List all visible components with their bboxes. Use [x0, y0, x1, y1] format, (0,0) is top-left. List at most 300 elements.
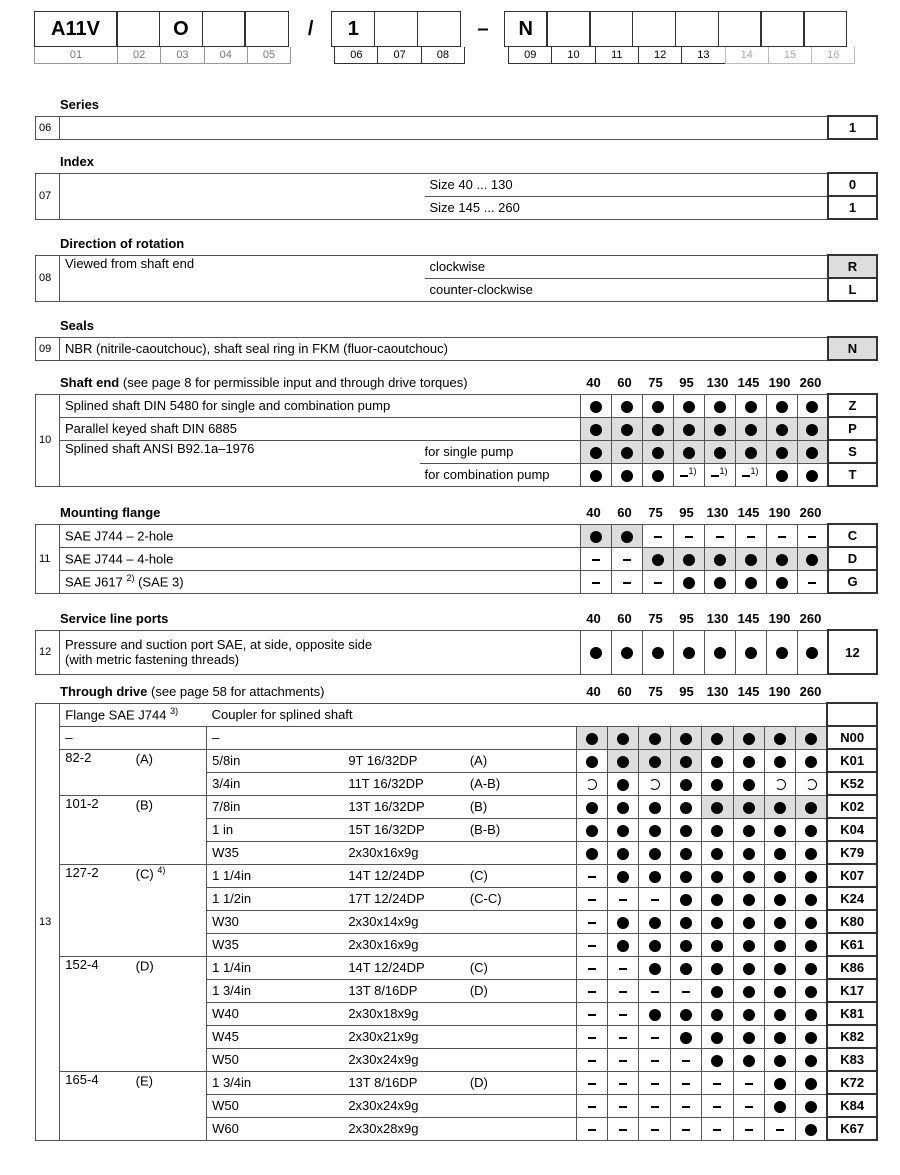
shaft-end-label: Splined shaft ANSI B92.1a–1976 [60, 440, 420, 486]
size-label: 75 [648, 505, 663, 520]
type-code-positions [35, 47, 855, 64]
coupler-spec: 17T 12/24DP [343, 887, 465, 910]
available-dot-icon [649, 963, 661, 975]
mark-cell [766, 570, 797, 593]
mark-cell [639, 1048, 670, 1071]
not-available-dash-icon [745, 1106, 753, 1108]
available-dot-icon [805, 894, 817, 906]
available-dot-icon [711, 779, 723, 791]
available-dot-icon [649, 733, 661, 745]
through-drive-code: K83 [827, 1048, 877, 1071]
available-dot-icon [774, 1055, 786, 1067]
type-code-cell [632, 11, 676, 47]
shaft-end-code: S [828, 440, 877, 463]
not-available-dash-icon [651, 1129, 659, 1131]
available-dot-icon [714, 424, 726, 436]
coupler-class [465, 1117, 576, 1140]
available-dot-icon [743, 940, 755, 952]
available-dot-icon [649, 917, 661, 929]
size-label: 95 [679, 684, 694, 699]
available-dot-icon [652, 401, 664, 413]
available-dot-icon [805, 825, 817, 837]
mark-cell [642, 463, 673, 486]
mark-cell [608, 1025, 639, 1048]
mounting-flange-row [36, 570, 878, 593]
available-dot-icon [680, 756, 692, 768]
available-dot-icon [774, 871, 786, 883]
mark-cell [766, 463, 797, 486]
mark-cell [670, 795, 701, 818]
row-index: 11 [36, 524, 60, 593]
coupler-spec: 2x30x28x9g [343, 1117, 465, 1140]
coupler-class: (A-B) [465, 772, 576, 795]
type-code-position: 11 [595, 47, 639, 64]
mark-cell [702, 772, 733, 795]
mark-cell [639, 772, 670, 795]
available-dot-icon [586, 733, 598, 745]
available-dot-icon [774, 894, 786, 906]
mark-cell [642, 547, 673, 570]
mounting-flange-code: C [828, 524, 877, 547]
mark-cell [796, 979, 827, 1002]
not-available-dash-icon [747, 536, 755, 538]
not-available-dash-icon [682, 1060, 690, 1062]
available-dot-icon [680, 733, 692, 745]
mark-cell [639, 1117, 670, 1140]
mark-cell [733, 1094, 764, 1117]
available-dot-icon [680, 779, 692, 791]
type-code-cell [760, 11, 804, 47]
mark-cell [611, 417, 642, 440]
coupler-size: 1 1/4in [207, 956, 344, 979]
size-label: 145 [737, 611, 760, 626]
available-dot-icon [743, 986, 755, 998]
mark-cell [733, 956, 764, 979]
size-label: 260 [799, 684, 822, 699]
row-index: 10 [36, 394, 60, 486]
not-available-dash-icon [619, 1083, 627, 1085]
mark-cell [670, 818, 701, 841]
mark-cell [765, 979, 796, 1002]
type-code-cell: / [307, 17, 314, 40]
mark-cell [608, 887, 639, 910]
mark-cell [580, 547, 611, 570]
mark-cell [670, 726, 701, 749]
available-dot-icon [649, 1009, 661, 1021]
not-available-dash-icon [651, 1037, 659, 1039]
available-dot-icon [806, 554, 818, 566]
mark-cell [735, 524, 766, 547]
not-available-dash-icon [682, 1129, 690, 1131]
available-dot-icon [776, 647, 788, 659]
available-dot-icon [590, 531, 602, 543]
mark-cell [797, 570, 828, 593]
available-dot-icon [743, 848, 755, 860]
mark-cell [642, 417, 673, 440]
mark-cell [576, 933, 607, 956]
section-title-index: Index [60, 154, 94, 169]
flange-suffix: (SAE 3) [134, 574, 184, 590]
mark-cell [611, 524, 642, 547]
not-available-dash-icon [623, 559, 631, 561]
mark-cell [765, 1048, 796, 1071]
through-drive-code: K79 [827, 841, 877, 864]
available-dot-icon [743, 1055, 755, 1067]
available-dot-icon [774, 986, 786, 998]
mounting-flange-label [60, 570, 581, 593]
available-dot-icon [649, 940, 661, 952]
mark-cell [797, 524, 828, 547]
mark-cell [673, 440, 704, 463]
shaft-end-code: T [828, 463, 877, 486]
row-index: 06 [36, 116, 60, 139]
mark-cell [797, 463, 828, 486]
mark-cell [576, 818, 607, 841]
available-dot-icon [586, 825, 598, 837]
available-dot-icon [683, 577, 695, 589]
coupler-class: (B) [465, 795, 576, 818]
available-dot-icon [586, 802, 598, 814]
section-title-mounting-flange: Mounting flange [60, 505, 161, 520]
coupler-spec: 2x30x14x9g [343, 910, 465, 933]
mark-cell [639, 1094, 670, 1117]
coupler-size: W30 [207, 910, 344, 933]
size-label: 60 [617, 684, 632, 699]
available-dot-icon [621, 424, 633, 436]
mark-cell [766, 417, 797, 440]
mark-cell [702, 956, 733, 979]
size-header [578, 505, 826, 520]
mark-cell [765, 1117, 796, 1140]
rotation-option-code: R [828, 255, 877, 278]
mark-cell [733, 726, 764, 749]
through-drive-row [36, 749, 878, 772]
mark-cell [611, 570, 642, 593]
available-dot-icon [714, 577, 726, 589]
mark-cell [735, 630, 766, 674]
mounting-flange-code: G [828, 570, 877, 593]
flange-class [131, 795, 207, 864]
not-available-dash-icon [651, 1060, 659, 1062]
through-drive-code: K61 [827, 933, 877, 956]
available-dot-icon [652, 647, 664, 659]
through-drive-note: (see page 58 for attachments) [151, 684, 325, 699]
rotation-description: Viewed from shaft end [60, 255, 425, 301]
type-code-position: 08 [421, 47, 465, 64]
through-drive-row [36, 956, 878, 979]
coupler-class [465, 1094, 576, 1117]
not-available-dash-icon [685, 536, 693, 538]
available-dot-icon [745, 554, 757, 566]
type-code-position: 14 [725, 47, 769, 64]
section-title-shaft-end [60, 375, 468, 390]
mounting-flange-row [36, 547, 878, 570]
mark-cell [765, 726, 796, 749]
type-code-cell [589, 11, 633, 47]
coupler-class: (C) [465, 864, 576, 887]
mark-cell [608, 1094, 639, 1117]
not-available-dash-icon [619, 1060, 627, 1062]
available-dot-icon [743, 733, 755, 745]
mark-cell [702, 887, 733, 910]
available-dot-icon [711, 940, 723, 952]
coupler-class [465, 841, 576, 864]
available-dot-icon [649, 825, 661, 837]
mark-cell [704, 463, 735, 486]
available-dot-icon [711, 1009, 723, 1021]
mark-cell [797, 440, 828, 463]
mark-cell [576, 1117, 607, 1140]
coupler-size: W50 [207, 1094, 344, 1117]
available-dot-icon [617, 848, 629, 860]
coupler-size: W50 [207, 1048, 344, 1071]
size-label: 40 [586, 375, 601, 390]
index-option-label: Size 145 ... 260 [425, 196, 829, 219]
not-available-dash-icon [682, 1106, 690, 1108]
type-code-cell: A11V [34, 11, 118, 47]
mark-cell [608, 841, 639, 864]
mark-cell [702, 1048, 733, 1071]
available-dot-icon [743, 1032, 755, 1044]
coupler-size: W35 [207, 841, 344, 864]
through-drive-code: K67 [827, 1117, 877, 1140]
available-dot-icon [805, 1009, 817, 1021]
mark-cell [670, 749, 701, 772]
series-table [35, 115, 878, 140]
through-drive-code: K86 [827, 956, 877, 979]
mark-cell [576, 956, 607, 979]
mark-cell [576, 1071, 607, 1094]
type-code-position: 04 [204, 47, 248, 64]
size-label: 95 [679, 375, 694, 390]
available-dot-icon [680, 963, 692, 975]
mark-cell [608, 772, 639, 795]
mark-cell [765, 749, 796, 772]
row-index: 08 [36, 255, 60, 301]
mounting-flange-label [60, 524, 581, 547]
mark-cell [642, 630, 673, 674]
available-dot-icon [711, 917, 723, 929]
mark-cell [702, 1025, 733, 1048]
mark-cell [702, 795, 733, 818]
coupler-size: 1 1/4in [207, 864, 344, 887]
not-available-dash-icon [776, 1129, 784, 1131]
coupler-class: (C-C) [465, 887, 576, 910]
mark-cell [611, 547, 642, 570]
mark-cell [796, 1071, 827, 1094]
coupler-class: (C) [465, 956, 576, 979]
coupler-class [465, 1025, 576, 1048]
section-title-series: Series [60, 97, 100, 112]
available-dot-icon [680, 917, 692, 929]
available-dot-icon [805, 848, 817, 860]
mark-cell [704, 417, 735, 440]
mark-cell [796, 1025, 827, 1048]
service-ports-description [60, 630, 581, 674]
through-drive-code: K84 [827, 1094, 877, 1117]
coupler-spec: 14T 12/24DP [343, 956, 465, 979]
mark-cell [580, 524, 611, 547]
available-dot-icon [590, 424, 602, 436]
mark-cell [765, 1025, 796, 1048]
shaft-end-row [36, 417, 878, 440]
flange-name: SAE J744 – 4-hole [65, 551, 174, 567]
available-dot-icon [745, 447, 757, 459]
available-dot-icon [743, 871, 755, 883]
flange-value: – [60, 726, 131, 749]
mark-cell [702, 910, 733, 933]
mark-cell [796, 749, 827, 772]
available-dot-icon [805, 963, 817, 975]
mark-cell [608, 795, 639, 818]
coupler-spec: 11T 16/32DP [343, 772, 465, 795]
size-label: 60 [617, 505, 632, 520]
mark-cell [670, 1094, 701, 1117]
mark-cell [735, 394, 766, 417]
not-available-dash-icon [713, 1129, 721, 1131]
mark-cell [733, 910, 764, 933]
shaft-end-label: Splined shaft DIN 5480 for single and combination pump [60, 394, 581, 417]
available-dot-icon [743, 1009, 755, 1021]
available-dot-icon [711, 802, 723, 814]
available-dot-icon [683, 424, 695, 436]
coupler-class [465, 933, 576, 956]
available-dot-icon [776, 401, 788, 413]
coupler-spec: 2x30x16x9g [343, 933, 465, 956]
available-dot-icon [774, 940, 786, 952]
available-dot-icon [649, 802, 661, 814]
coupler-spec: 2x30x18x9g [343, 1002, 465, 1025]
not-available-dash-icon [588, 968, 596, 970]
available-dot-icon [743, 894, 755, 906]
mark-cell [639, 956, 670, 979]
mark-cell [733, 979, 764, 1002]
available-dot-icon [711, 963, 723, 975]
not-available-dash-icon [592, 559, 600, 561]
mark-cell [702, 841, 733, 864]
through-drive-code: K24 [827, 887, 877, 910]
available-dot-icon [774, 1101, 786, 1113]
mark-cell [642, 440, 673, 463]
row-index: 12 [36, 630, 60, 674]
flange-name: SAE J744 – 2-hole [65, 528, 174, 544]
mark-cell [702, 1071, 733, 1094]
mark-cell [735, 570, 766, 593]
available-dot-icon [683, 401, 695, 413]
size-label: 40 [586, 684, 601, 699]
shaft-end-code: P [828, 417, 877, 440]
size-label: 40 [586, 505, 601, 520]
flange-value: 101-2 [60, 795, 131, 864]
mounting-flange-row [36, 524, 878, 547]
mark-cell [611, 394, 642, 417]
available-dot-icon [743, 825, 755, 837]
not-available-dash-icon [588, 1014, 596, 1016]
mark-cell [766, 440, 797, 463]
available-dot-icon [711, 1032, 723, 1044]
mark-cell [704, 524, 735, 547]
through-drive-row [36, 795, 878, 818]
type-code-cell [244, 11, 288, 47]
mark-cell [611, 440, 642, 463]
through-drive-code: N00 [827, 726, 877, 749]
mark-cell [796, 1117, 827, 1140]
available-dot-icon [680, 1032, 692, 1044]
mounting-flange-label [60, 547, 581, 570]
size-label: 40 [586, 611, 601, 626]
available-dot-icon [805, 917, 817, 929]
mark-cell [796, 795, 827, 818]
coupler-size: 7/8in [207, 795, 344, 818]
mark-cell [735, 440, 766, 463]
size-label: 75 [648, 375, 663, 390]
type-code-cell: N [504, 11, 548, 47]
not-available-dash-icon [588, 899, 596, 901]
mark-cell [704, 547, 735, 570]
mark-cell [639, 795, 670, 818]
mark-cell [580, 417, 611, 440]
rotation-option-label: clockwise [425, 255, 829, 278]
available-dot-icon [711, 848, 723, 860]
seals-table [35, 336, 878, 361]
coupler-spec: 13T 8/16DP [343, 979, 465, 1002]
not-available-dash-icon [778, 536, 786, 538]
size-label: 190 [768, 375, 791, 390]
available-dot-icon [714, 647, 726, 659]
size-label: 130 [706, 505, 729, 520]
mark-cell [702, 864, 733, 887]
mark-cell [608, 1002, 639, 1025]
type-code-position: 12 [638, 47, 682, 64]
available-dot-icon [806, 424, 818, 436]
size-label: 130 [706, 611, 729, 626]
not-available-dash-icon [592, 582, 600, 584]
coupler-size: 5/8in [207, 749, 344, 772]
coupler-size: – [207, 726, 344, 749]
available-dot-icon [743, 756, 755, 768]
type-code-cell [116, 11, 160, 47]
available-dot-icon [683, 447, 695, 459]
type-code-cell [803, 11, 847, 47]
available-dot-icon [621, 647, 633, 659]
mark-cell [608, 864, 639, 887]
size-label: 145 [737, 684, 760, 699]
coupler-size: 1 in [207, 818, 344, 841]
flange-header-label: Flange SAE J744 [65, 707, 167, 723]
mark-cell [796, 1094, 827, 1117]
mark-cell [576, 1094, 607, 1117]
mark-cell [608, 1071, 639, 1094]
type-code-cell: 1 [331, 11, 375, 47]
type-code-position: 16 [811, 47, 855, 64]
mark-cell [733, 864, 764, 887]
seals-description: NBR (nitrile-caoutchouc), shaft seal ring in FKM (fluor-caoutchouc) [60, 337, 829, 360]
not-available-dash-icon [651, 991, 659, 993]
mark-cell [673, 463, 704, 486]
mark-cell [670, 933, 701, 956]
footnote-ref: 4) [157, 864, 166, 875]
through-drive-code: K81 [827, 1002, 877, 1025]
mark-cell [796, 841, 827, 864]
coupler-spec [343, 726, 465, 749]
mark-cell [576, 1048, 607, 1071]
mark-cell [639, 933, 670, 956]
through-drive-code: K72 [827, 1071, 877, 1094]
footnote-ref: 1) [750, 466, 759, 477]
mark-cell [642, 570, 673, 593]
available-dot-icon [586, 848, 598, 860]
mark-cell [576, 841, 607, 864]
